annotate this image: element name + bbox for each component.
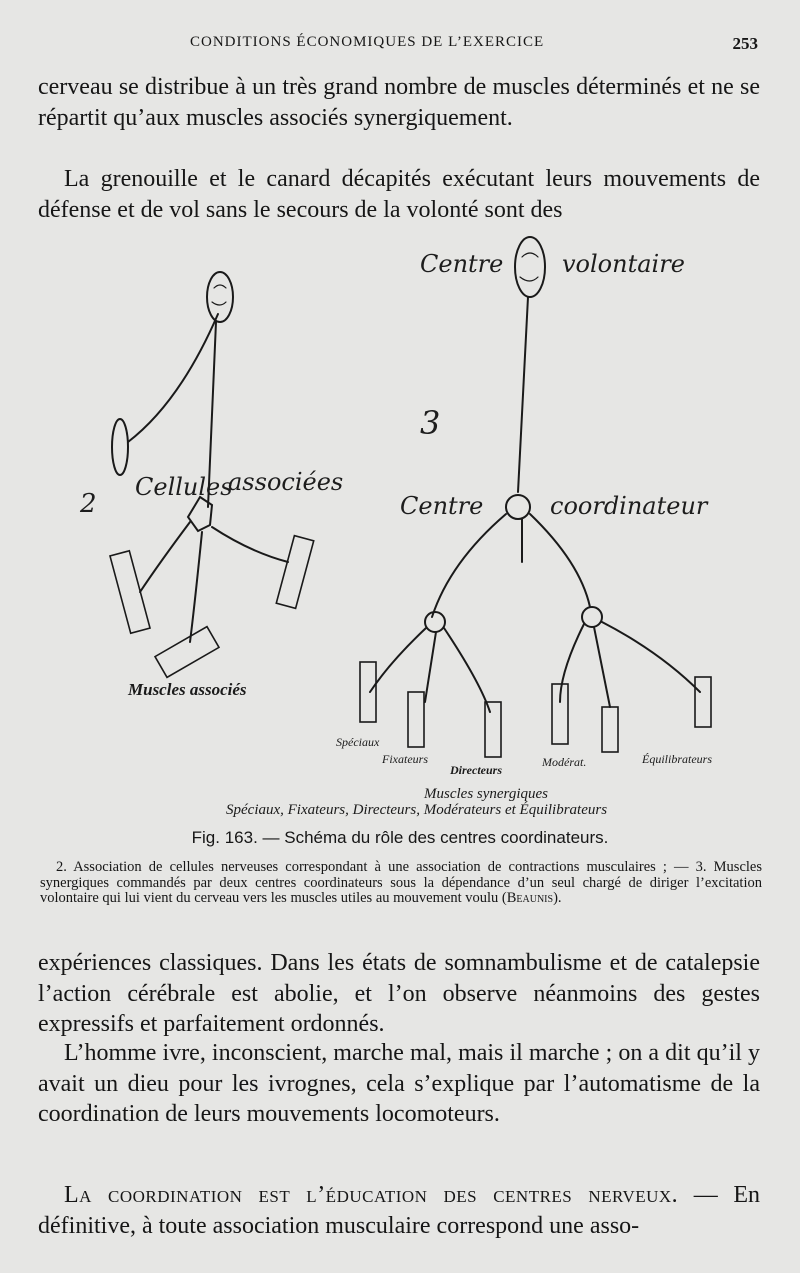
figure-drawing — [80, 222, 770, 822]
axon-3 — [518, 297, 528, 492]
label-fixateurs: Fixateurs — [382, 752, 428, 766]
label-equilibrateurs: Équilibrateurs — [642, 752, 713, 766]
label-speciaux: Spéciaux — [336, 735, 380, 749]
hw-centre-2: Centre — [400, 492, 484, 520]
hw-coordinateur: coordinateur — [550, 492, 708, 520]
hw-two: 2 — [80, 489, 97, 519]
paragraph-coordination — [38, 1180, 760, 1241]
brain-cell-2 — [207, 272, 233, 322]
figure-caption: Fig. 163. — Schéma du rôle des centres coordinateurs. — [191, 828, 609, 847]
branch-left-2 — [128, 314, 218, 442]
hw-centre: Centre — [420, 250, 504, 278]
figure-legend — [40, 860, 762, 907]
running-head: CONDITIONS ÉCONOMIQUES DE L’EXERCICE — [190, 34, 545, 50]
paragraph-ivre: L’homme ivre, inconscient, marche mal, mais il marche ; on a dit qu’il y avait un dieu pour les ivrognes, cela s’explique par l’automatisme de la coordination de leurs mouvements locomoteurs. — [38, 1040, 760, 1127]
muscle-small-2 — [112, 419, 128, 475]
paragraph-continuation: cerveau se distribue à un très grand nombre de muscles déterminés et ne se répartit qu’aux muscles associés synergiquement. — [38, 74, 760, 131]
page-number: 253 — [732, 34, 758, 53]
label-directeurs: Directeurs — [450, 763, 502, 777]
paragraph-coordination-text: — En définitive, à toute association musculaire correspond une asso- — [38, 1182, 760, 1239]
association-cell — [188, 497, 212, 531]
hw-associees: associées — [228, 468, 344, 496]
coordinating-centre-cell — [506, 495, 530, 519]
label-moderat: Modérat. — [542, 755, 587, 769]
paragraph-frog-duck: La grenouille et le canard décapités exécutant leurs mouvements de défense et de vol sans le secours de la volonté sont des — [38, 166, 760, 223]
hw-three: 3 — [420, 404, 441, 442]
legend-author: Beaunis — [506, 890, 554, 906]
hw-cellules: Cellules — [135, 473, 233, 501]
paragraph-experiences: expériences classiques. Dans les états de somnambulisme et de catalepsie l’action cérébrale est abolie, et l’on observe néanmoins des gestes expressifs et parfaitement ordonnés. — [38, 950, 760, 1037]
label-synergiques-list: Spéciaux, Fixateurs, Directeurs, Modérateurs et Équilibrateurs — [226, 802, 608, 818]
legend-end: ). — [553, 890, 562, 906]
muscle-fibres-3 — [360, 662, 711, 757]
muscle-fibres-2 — [110, 536, 314, 678]
figure-nerve-centres — [80, 222, 770, 842]
volontary-centre-cell — [515, 237, 545, 297]
label-muscles-associes: Muscles associés — [128, 680, 247, 699]
label-muscles-synergiques: Muscles synergiques — [424, 786, 548, 802]
sub-centre-left — [425, 612, 445, 632]
legend-text: 2. Association de cellules nerveuses correspondant à une association de contractions musculaires ; — 3. Muscles synergiques commandés par deux centres coordinateurs sous la dépendance d’un seul chargé de diriger l’excitation volontaire qui lui vient du cerveau vers les muscles utiles au mouvement voulu ( — [40, 859, 762, 906]
hw-volontaire: volontaire — [562, 250, 685, 278]
section-heading: La coordination est l’éducation des centres nerveux. — [64, 1182, 679, 1208]
